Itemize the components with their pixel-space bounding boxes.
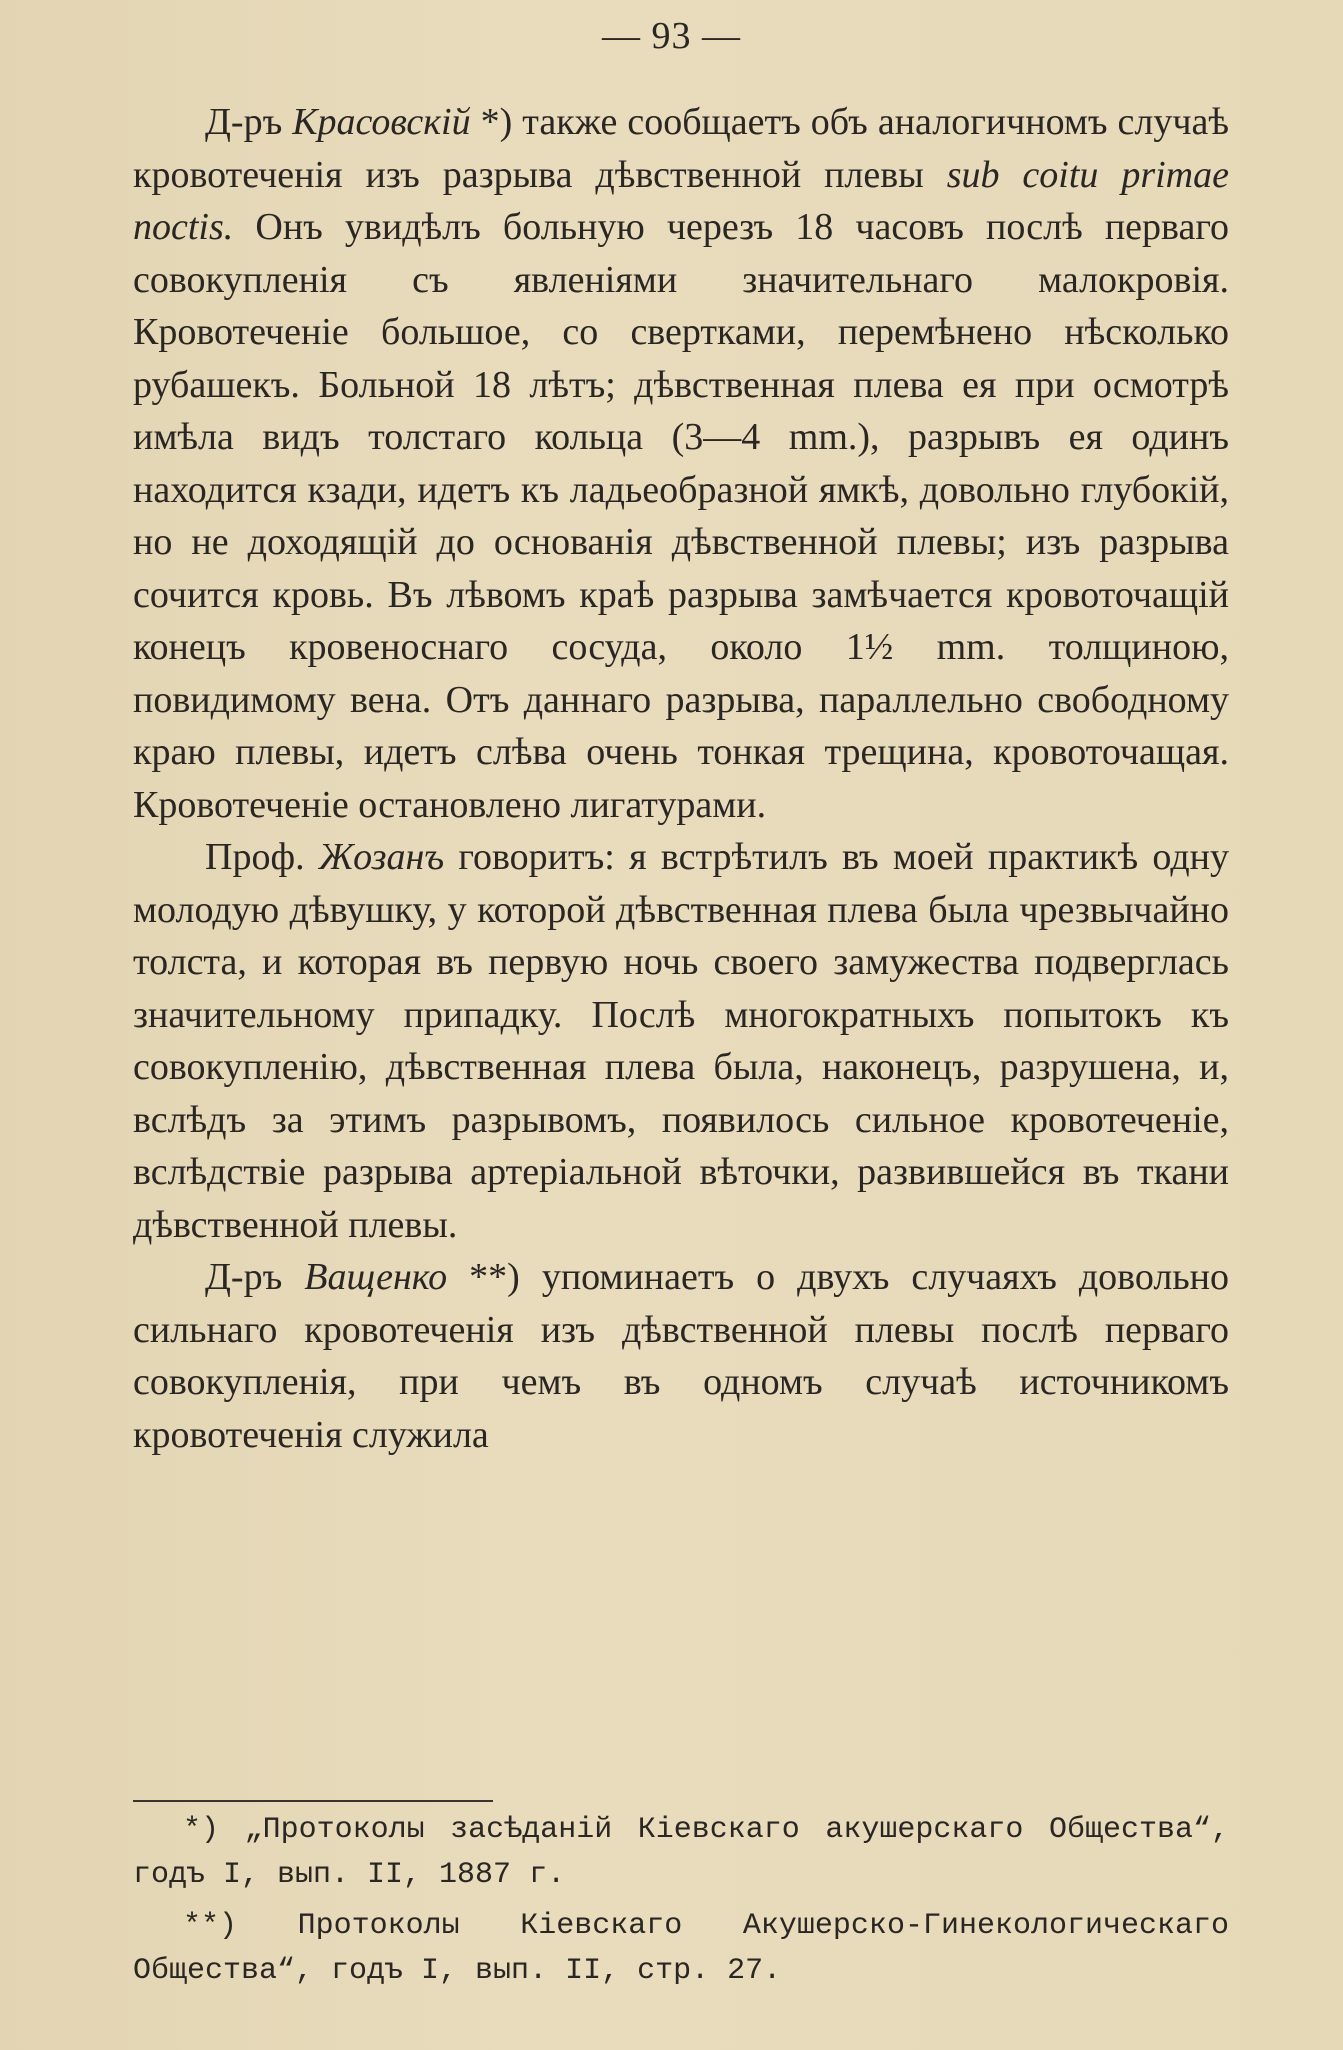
text-segment: говоритъ: я встрѣтилъ въ моей практикѣ одну молодую дѣвушку, у которой дѣвственная плева была чрезвычайно толста, и которая въ первую ночь своего замужества подверглась значительному припадку. Послѣ многократныхъ попытокъ къ совокупленію, дѣвственная плева была, наконецъ, разрушена, и, вслѣдъ за этимъ разрывомъ, появилось сильное кровотеченіе, вслѣдствіе разрыва артеріальной вѣточки, развившейся въ ткани дѣвственной плевы. [133,836,1229,1246]
paragraph-krasovsky [133,96,1229,831]
footnote-2: **) Протоколы Кіевскаго Акушерско-Гинекологическаго Общества“, годъ I, вып. II, стр. 27. [133,1909,1229,1988]
main-text [133,96,1229,1461]
text-segment: Д-ръ [205,101,293,143]
paragraph-vashchenko [133,1251,1229,1461]
text-segment: **) упоминаетъ о двухъ случаяхъ довольно сильнаго кровотеченія изъ дѣвственной плевы послѣ перваго совокупленія, при чемъ въ одномъ случаѣ источникомъ кровотеченія служила [133,1256,1229,1456]
text-segment: Онъ увидѣлъ больную черезъ 18 часовъ послѣ перваго совокупленія съ явленіями значительнаго малокровія. Кровотеченіе большое, со свертками, перемѣнено нѣсколько рубашекъ. Больной 18 лѣтъ; дѣвственная плева ея при осмотрѣ имѣла видъ толстаго кольца (3—4 mm.), разрывъ ея одинъ находится кзади, идетъ къ ладьеобразной ямкѣ, довольно глубокій, но не доходящій до основанія дѣвственной плевы; изъ разрыва сочится кровь. Въ лѣвомъ краѣ разрыва замѣчается кровоточащій конецъ кровеноснаго сосуда, около 1½ mm. толщиною, повидимому вена. Отъ даннаго разрыва, параллельно свободному краю плевы, идетъ слѣва очень тонкая трещина, кровоточащая. Кровотеченіе остановлено лигатурами. [133,206,1229,826]
author-name-krasovsky: Красовскій [292,101,471,143]
author-name-jozan: Жозанъ [318,836,445,878]
text-segment: Д-ръ [205,1256,305,1298]
footnote-1: *) „Протоколы засѣданій Кіевскаго акушерскаго Общества“, годъ I, вып. II, 1887 г. [133,1813,1229,1892]
footnote-divider [133,1800,493,1802]
paragraph-jozan [133,831,1229,1251]
text-segment: Проф. [205,836,319,878]
footnotes [133,1808,1229,2000]
author-name-vashchenko: Ващенко [304,1256,448,1298]
latin-phrase: sub coitu primae noctis. [133,153,1229,248]
text-segment: *) также сообщаетъ объ аналогичномъ случаѣ кровотеченія изъ разрыва дѣвственной плевы [133,101,1229,196]
page-number: — 93 — [602,15,741,57]
